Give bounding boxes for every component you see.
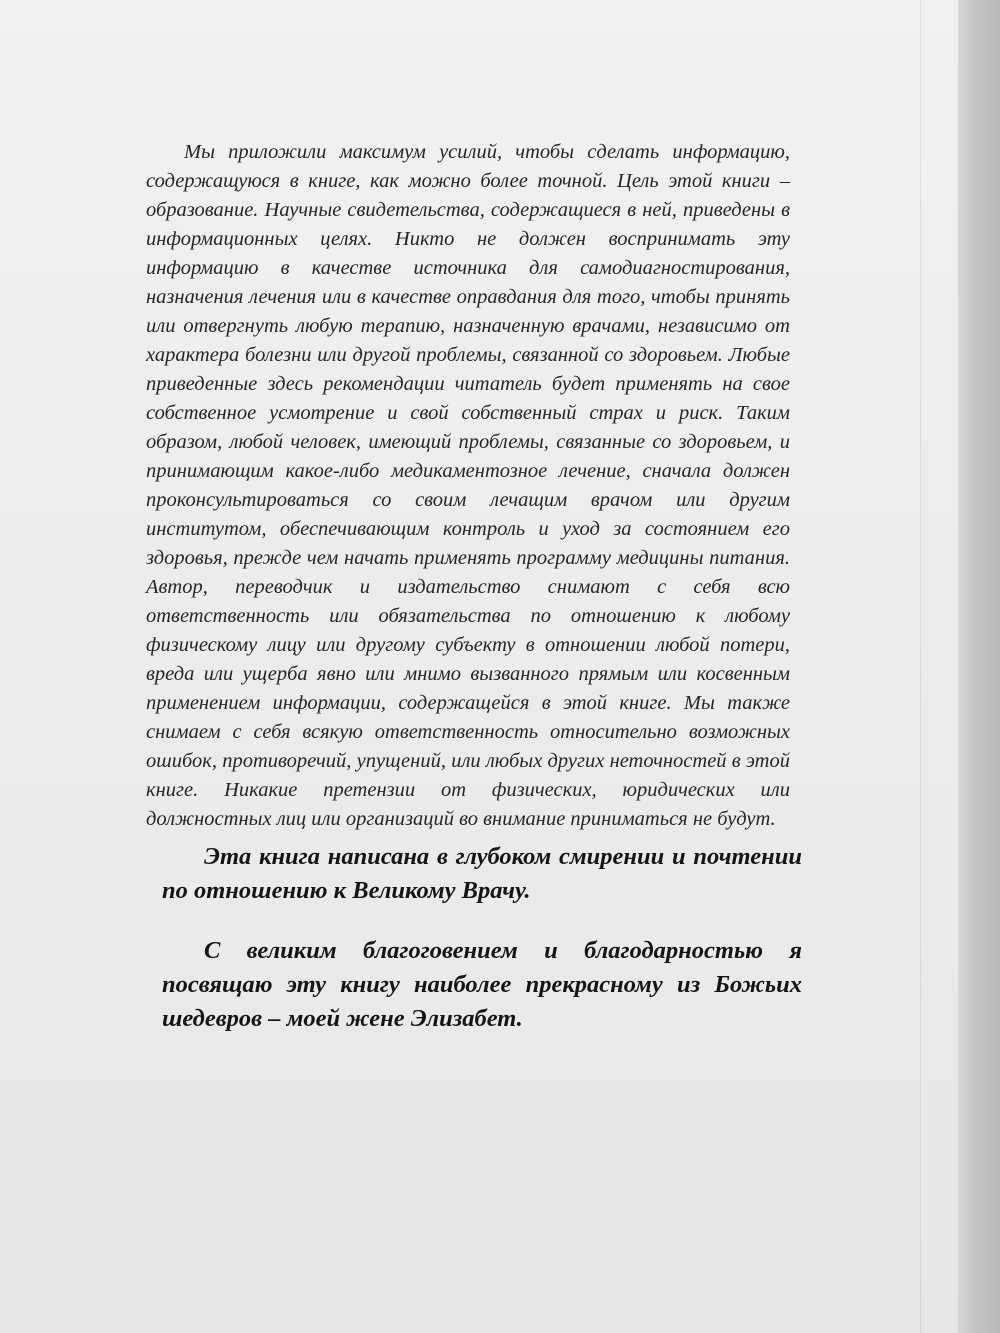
- disclaimer-paragraph: [146, 138, 790, 834]
- adjacent-page-edge: [958, 0, 1000, 1333]
- dedication-text-1: Эта книга написана в глубоком смирении и почтении по отношению к Великому Врачу.: [162, 843, 802, 904]
- disclaimer-text: Мы приложили максимум усилий, чтобы сделать информацию, содержащуюся в книге, как можно более точной. Цель этой книги – образование. Научные свидетельства, содержащиеся в ней, приведены в информационных целях. Никто не должен воспринимать эту информацию в качестве источника для самодиагностирования, назначения лечения или в качестве оправдания для того, чтобы принять или отвергнуть любую терапию, назначенную врачами, независимо от характера болезни или другой проблемы, связанной со здоровьем. Любые приведенные здесь рекомендации читатель будет применять на свое собственное усмотрение и свой собственный страх и риск. Таким образом, любой человек, имеющий проблемы, связанные со здоровьем, и принимающим какое-либо медикаментозное лечение, сначала должен проконсультироваться со своим лечащим врачом или другим институтом, обеспечивающим контроль и уход за состоянием его здоровья, прежде чем начать применять программу медицины питания. Автор, переводчик и издательство снимают с себя всю ответственность или обязательства по отношению к любому физическому лицу или другому субъекту в отношении любой потери, вреда или ущерба явно или мнимо вызванного прямым или косвенным применением информации, содержащейся в этой книге. Мы также снимаем с себя всякую ответственность относительно возможных ошибок, противоречий, упущений, или любых других неточностей в этой книге. Никакие претензии от физических, юридических или должностных лиц или организаций во внимание приниматься не будут.: [146, 141, 790, 830]
- dedication-text-2: С великим благоговением и благодарностью я посвящаю эту книгу наиболее прекрасному из Божьих шедевров – моей жене Элизабет.: [162, 937, 802, 1032]
- dedication-paragraph-2: [162, 934, 802, 1036]
- dedication-paragraph-1: [162, 840, 802, 908]
- page-fold-line: [920, 0, 921, 1333]
